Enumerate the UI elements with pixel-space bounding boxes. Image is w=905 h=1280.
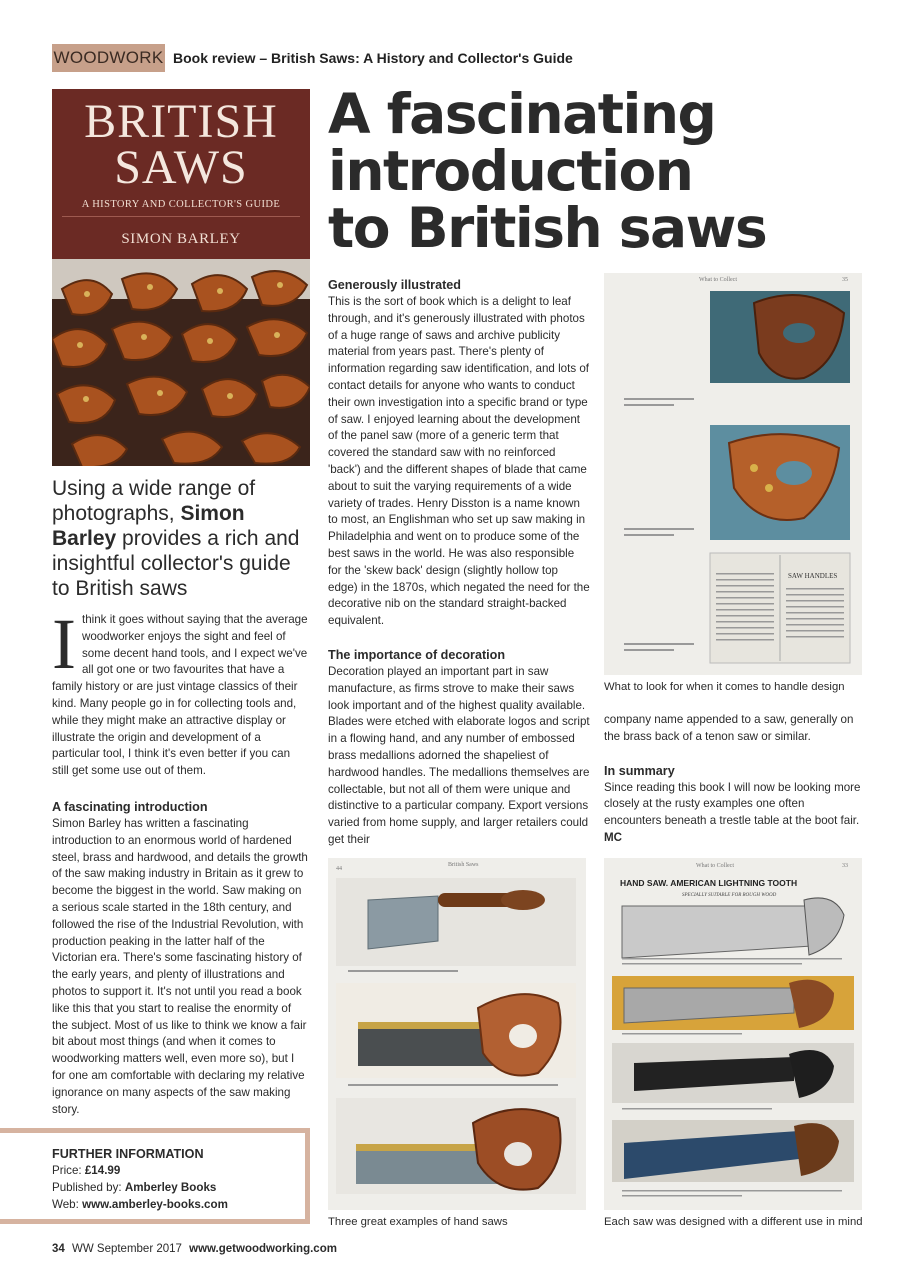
further-information-box	[0, 1128, 310, 1224]
cover-author: SIMON BARLEY	[121, 231, 241, 247]
catalogue-ad-subtitle: SPECIALLY SUITABLE FOR ROUGH WOOD	[682, 893, 777, 898]
caption-three-saws: Three great examples of hand saws	[328, 1216, 508, 1228]
publisher-line: Published by: Amberley Books	[52, 1180, 217, 1194]
caption-saw-handles: What to look for when it comes to handle design	[604, 681, 845, 693]
standfirst-author: Simon Barley	[52, 502, 245, 550]
section-paragraph-introduction: Simon Barley has written a fascinating introduction to an enormous world of hardened steel, brass and hardwood, and details the growth of the saw making industry in Britain as it grew to become the biggest in the world. Saw making on a serious scale started in the 18th century, and followed the rise of the Industrial Revolution, with production peaking in the latter half of the Victorian era. There's some fascinating history of the early years, and plenty of illustrations and photos to support it. It's not until you read a book like this that you start to realise the enormity of the subject. Most of us like to think we know a fair bit about most things (and when it comes to woodworking matters well, even more so), but I for one am comfortable with declaring my relative ignorance on many aspects of the saw making story.	[52, 816, 308, 1116]
cover-subtitle: A HISTORY AND COLLECTOR'S GUIDE	[81, 199, 281, 210]
section-heading-decoration: The importance of decoration	[328, 647, 506, 662]
summary-paragraph: Since reading this book I will now be looking more closely at the rusty examples one often encounters beneath a trestle table at the boot fair. MC	[604, 780, 861, 844]
cover-title: BRITISH SAWS	[84, 95, 278, 194]
photo-three-hand-saws	[328, 858, 586, 1210]
section-title: Book review – British Saws: A History and Collector's Guide	[173, 50, 573, 66]
book-cover-image	[52, 89, 310, 466]
svg-text:British Saws: British Saws	[448, 862, 479, 868]
section-heading-summary: In summary	[604, 763, 675, 778]
intro-paragraph: Ithink it goes without saying that the average woodworker enjoys the sight and feel of some decent hand tools, and I expect we've all got one or two favourites that have a family history or are just vintage classics of their kind. Many people go in for collecting tools and, while they might make an attractive display or illustrate the origin and development of a particular tool, I think it's even better if you can still get some use out of them.	[52, 604, 308, 778]
svg-text:33: 33	[842, 863, 848, 869]
section-heading-introduction: A fascinating introduction	[52, 799, 208, 814]
decoration-paragraph-continued: company name appended to a saw, generally on the brass back of a tenon saw or similar.	[604, 713, 854, 743]
photo-saw-handles-page	[604, 273, 862, 675]
section-paragraph-illustrated: This is the sort of book which is a delight to leaf through, and it's generously illustrated with photos of a huge range of saws and archive publicity material from years past. There's plenty of information regarding saw identification, and lots of contact details for anyone who wants to conduct their own investigation into a specific brand or type of saw. I enjoyed learning about the development of the panel saw (more of a generic term that covered the standard saw with no reinforced 'back') and the different shapes of blade that came about to suit the varying requirements of a wide variety of trades. Henry Disston is a name known to most, an Englishman who set up saw making in Philadelphia and went on to produce some of the best saws in the world. He was also responsible for the 'skew back' design (slightly hollow top edge) in the 1870s, which negated the need for the decorative nib on the standard straight-backed equivalent.	[328, 295, 590, 628]
further-info-title: FURTHER INFORMATION	[52, 1147, 204, 1161]
headline: A fascinating introduction to British saws	[328, 82, 767, 260]
svg-text:What to Collect: What to Collect	[696, 863, 734, 869]
web-line: Web: www.amberley-books.com	[52, 1197, 228, 1211]
catalogue-ad-title: HAND SAW. AMERICAN LIGHTNING TOOTH	[620, 878, 798, 888]
cover-saw-handles-photo	[52, 259, 310, 466]
left-column	[52, 604, 310, 1118]
svg-text:35: 35	[842, 277, 848, 283]
standfirst: Using a wide range of photographs, Simon Barley provides a rich and insightful collector's guide to British saws	[52, 477, 300, 600]
dropcap: I	[52, 604, 76, 684]
caption-saw-uses: Each saw was designed with a different use in mind	[604, 1216, 863, 1228]
svg-text:44: 44	[336, 866, 342, 872]
middle-column	[328, 276, 590, 849]
photo-saw-catalogue-page	[604, 858, 862, 1210]
section-tag: WOODWORK	[52, 44, 165, 72]
author-initials: MC	[604, 830, 623, 844]
price-line: Price: £14.99	[52, 1164, 121, 1177]
section-heading-illustrated: Generously illustrated	[328, 278, 461, 292]
right-column	[604, 712, 862, 847]
page-number: 34	[52, 1243, 65, 1255]
section-paragraph-decoration: Decoration played an important part in saw manufacture, as firms strove to make their saws look important and of the highest quality available. Blades were etched with elaborate logos and script in a flowing hand, and any number of embossed brass medallions adorned the shapeliest of hardwood handles. The medallions themselves are collectable, but not all of them were unique and distinctive to a particular company. Export versions varied from home supply, and larger retailers could get their	[328, 664, 590, 846]
page-footer	[52, 1243, 337, 1255]
svg-text:What to Collect: What to Collect	[699, 277, 737, 283]
saw-handles-panel-title: SAW HANDLES	[788, 572, 838, 580]
publisher-web-link[interactable]: www.amberley-books.com	[82, 1197, 228, 1211]
cover-divider	[62, 216, 300, 217]
issue-label: WW September 2017	[72, 1243, 182, 1255]
magazine-website-link[interactable]: www.getwoodworking.com	[189, 1243, 337, 1255]
